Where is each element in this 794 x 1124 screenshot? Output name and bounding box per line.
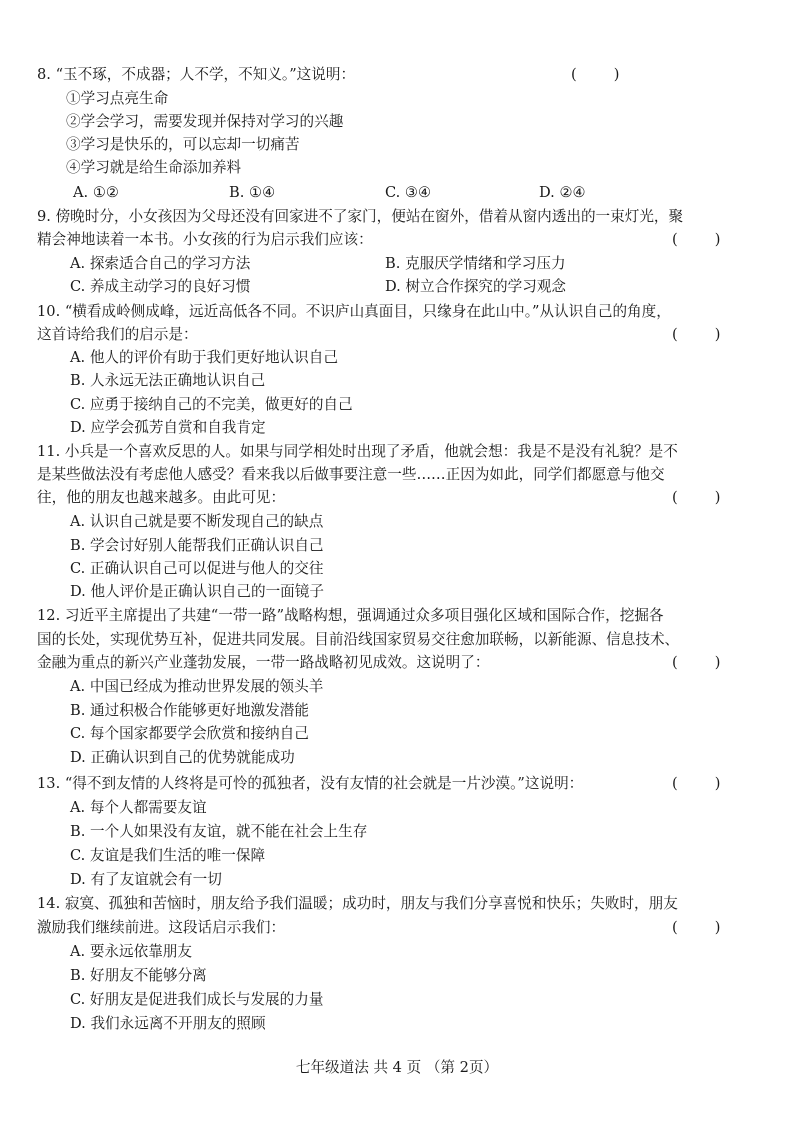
question-11-option-b: B. 学会讨好别人能帮我们正确认识自己 (70, 537, 324, 554)
page-footer: 七年级道法 共 4 页 （第 2页） (295, 1059, 499, 1076)
question-14-option-d: D. 我们永远离不开朋友的照顾 (70, 1015, 266, 1032)
question-8-option-a: A. ①② (73, 184, 119, 201)
question-12-stem-line-3: 金融为重点的新兴产业蓬勃发展，一带一路战略初见成效。这说明了： (37, 654, 490, 671)
question-14-stem-line-2: 激励我们继续前进。这段话启示我们： (37, 919, 286, 936)
question-13-answer-blank: ( ) (672, 775, 721, 792)
question-12-option-b: B. 通过积极合作能够更好地激发潜能 (70, 702, 309, 719)
question-14-option-b: B. 好朋友不能够分离 (70, 967, 207, 984)
question-14-answer-blank: ( ) (672, 919, 721, 936)
question-10-option-d: D. 应学会孤芳自赏和自我肯定 (70, 419, 266, 436)
question-8-item-3: ③学习是快乐的，可以忘却一切痛苦 (66, 136, 300, 153)
question-8-option-d: D. ②④ (539, 184, 586, 201)
question-12-stem-line-2: 国的长处，实现优势互补，促进共同发展。目前沿线国家贸易交往愈加联畅，以新能源、信息技术、 (37, 631, 680, 648)
question-14-option-c: C. 好朋友是促进我们成长与发展的力量 (70, 991, 324, 1008)
question-14-stem-line-1: 14. 寂寞、孤独和苦恼时，朋友给予我们温暖；成功时，朋友与我们分享喜悦和快乐；失败时，朋友 (37, 895, 678, 912)
question-10-option-a: A. 他人的评价有助于我们更好地认识自己 (70, 349, 338, 366)
question-9-stem-line-1: 9. 傍晚时分，小女孩因为父母还没有回家进不了家门，便站在窗外，借着从窗内透出的一束灯光，聚 (37, 208, 684, 225)
question-11-stem-line-1: 11. 小兵是一个喜欢反思的人。如果与同学相处时出现了矛盾，他就会想：我是不是没有礼貌？是不 (37, 443, 678, 460)
question-11-option-d: D. 他人评价是正确认识自己的一面镜子 (70, 583, 324, 600)
question-13-option-d: D. 有了友谊就会有一切 (70, 871, 222, 888)
question-12-option-a: A. 中国已经成为推动世界发展的领头羊 (70, 678, 324, 695)
question-9-stem-line-2: 精会神地读着一本书。小女孩的行为启示我们应该： (37, 231, 373, 248)
question-9-option-b: B. 克服厌学情绪和学习压力 (385, 255, 566, 272)
question-9-option-d: D. 树立合作探究的学习观念 (385, 278, 566, 295)
question-12-stem-line-1: 12. 习近平主席提出了共建“一带一路”战略构想，强调通过众多项目强化区域和国际合作，挖掘各 (37, 607, 664, 624)
question-8-stem: 8. “玉不琢，不成器；人不学，不知义。”这说明： (37, 66, 356, 83)
question-14-option-a: A. 要永远依靠朋友 (70, 943, 192, 960)
question-11-stem-line-2: 是某些做法没有考虑他人感受？看来我以后做事要注意一些……正因为如此，同学们都愿意与他交 (37, 466, 665, 483)
question-11-option-a: A. 认识自己就是要不断发现自己的缺点 (70, 513, 324, 530)
question-9-option-a: A. 探索适合自己的学习方法 (70, 255, 251, 272)
question-9-answer-blank: ( ) (672, 231, 721, 248)
question-8-item-1: ①学习点亮生命 (66, 90, 169, 107)
question-11-stem-line-3: 往，他的朋友也越来越多。由此可见： (37, 489, 286, 506)
question-8-option-c: C. ③④ (385, 184, 432, 201)
question-9-option-c: C. 养成主动学习的良好习惯 (70, 278, 251, 295)
question-10-answer-blank: ( ) (672, 326, 721, 343)
question-10-stem-line-1: 10. “横看成岭侧成峰，远近高低各不同。不识庐山真面目，只缘身在此山中。”从认识自己的角度， (37, 303, 671, 320)
question-13-stem: 13. “得不到友情的人终将是可怜的孤独者，没有友情的社会就是一片沙漠。”这说明： (37, 775, 584, 792)
question-12-option-d: D. 正确认识到自己的优势就能成功 (70, 749, 295, 766)
question-8-option-b: B. ①④ (229, 184, 276, 201)
question-13-option-a: A. 每个人都需要友谊 (70, 799, 207, 816)
question-11-option-c: C. 正确认识自己可以促进与他人的交往 (70, 560, 324, 577)
question-12-answer-blank: ( ) (672, 654, 721, 671)
question-13-option-c: C. 友谊是我们生活的唯一保障 (70, 847, 266, 864)
question-8-item-4: ④学习就是给生命添加养料 (66, 159, 242, 176)
question-13-option-b: B. 一个人如果没有友谊，就不能在社会上生存 (70, 823, 368, 840)
question-10-option-b: B. 人永远无法正确地认识自己 (70, 372, 266, 389)
question-10-option-c: C. 应勇于接纳自己的不完美，做更好的自己 (70, 396, 353, 413)
question-8-item-2: ②学会学习，需要发现并保持对学习的兴趣 (66, 113, 344, 130)
question-10-stem-line-2: 这首诗给我们的启示是： (37, 326, 198, 343)
question-12-option-c: C. 每个国家都要学会欣赏和接纳自己 (70, 725, 309, 742)
question-8-answer-blank: ( ) (571, 66, 620, 83)
question-11-answer-blank: ( ) (672, 489, 721, 506)
